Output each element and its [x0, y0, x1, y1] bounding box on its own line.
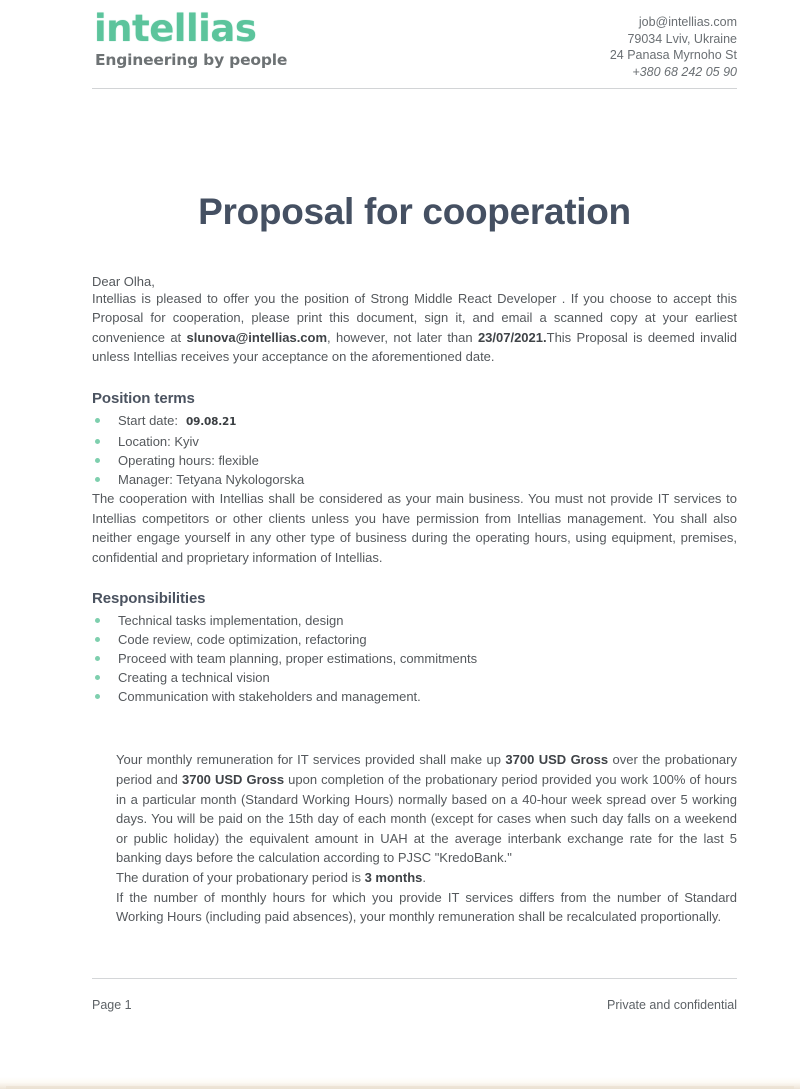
confidentiality-notice: Private and confidential — [607, 998, 737, 1012]
list-item — [92, 668, 737, 687]
document-footer — [92, 978, 737, 1012]
responsibilities-list — [92, 611, 737, 706]
remuneration-amount-probation: 3700 USD Gross — [505, 752, 609, 768]
logo-tagline: Engineering by people — [95, 51, 288, 69]
start-date-value: 09.08.21 — [185, 416, 237, 429]
bullet-dot-icon — [95, 694, 100, 699]
probation-duration-bold: 3 months — [364, 870, 423, 885]
probation-text-part2: . — [422, 870, 427, 885]
document-header — [92, 0, 737, 82]
bullet-dot-icon — [95, 618, 100, 623]
intellias-logo — [92, 8, 287, 69]
position-term-label: Start date: — [118, 413, 178, 429]
contact-email: job@intellias.com — [638, 15, 737, 29]
list-item — [92, 411, 737, 432]
company-contact-block — [610, 8, 737, 80]
position-term-label: Operating hours: flexible — [118, 453, 259, 469]
remuneration-text-part2: over the probationary period and — [116, 752, 737, 788]
position-terms-list — [92, 411, 737, 489]
list-item — [92, 687, 737, 706]
remuneration-amount-post-probation: 3700 USD Gross — [181, 772, 285, 788]
responsibility-text: Technical tasks implementation, design — [118, 613, 344, 629]
list-item — [92, 432, 737, 451]
section-heading-position-terms: Position terms — [92, 390, 195, 408]
intro-email-bold: slunova@intellias.com — [186, 329, 328, 345]
responsibility-text: Proceed with team planning, proper estimations, commitments — [118, 651, 478, 667]
footer-divider — [92, 978, 737, 979]
intro-deadline-bold: 23/07/2021. — [477, 329, 547, 345]
bullet-dot-icon — [95, 418, 100, 423]
page-title: Proposal for cooperation — [198, 191, 631, 232]
footer-row — [92, 998, 737, 1012]
remuneration-text-part1: Your monthly remuneration for IT services provided shall make up — [116, 752, 506, 768]
salutation: Dear Olha, — [92, 273, 155, 289]
bullet-dot-icon — [95, 477, 100, 482]
page-content — [92, 0, 737, 927]
responsibility-text: Code review, code optimization, refactoring — [118, 632, 367, 648]
responsibility-text: Communication with stakeholders and management. — [118, 689, 421, 705]
intro-text-part1: Intellias is pleased to offer you the position of Strong Middle React Developer . If you choose to accept this Proposal for cooperation, please print this document, sign it, and email a scanned copy at your earliest convenience at — [92, 290, 737, 345]
bullet-dot-icon — [95, 458, 100, 463]
contact-city: 79034 Lviv, Ukraine — [627, 31, 737, 46]
cooperation-paragraph: The cooperation with Intellias shall be considered as your main business. You must not provide IT services to Intellias competitors or other clients unless you have permission from Intellias management. You shall also neither engage yourself in any other type of business during the operating hours, using equipment, premises, confidential and proprietary information of Intellias. — [92, 491, 737, 565]
list-item — [92, 611, 737, 630]
intro-text-part3: This Proposal is deemed invalid unless Intellias receives your acceptance on the aforementioned date. — [92, 329, 737, 365]
intro-text-part2: , however, not later than — [327, 329, 478, 345]
page-bottom-edge — [0, 1077, 800, 1089]
section-heading-responsibilities: Responsibilities — [92, 590, 206, 608]
remuneration-text-part3: upon completion of the probationary period provided you work 100% of hours in a particular month (Standard Working Hours) normally based on a 40-hour week spread over 5 working days. You will be paid on the 15th day of each month (except for cases when such day falls on a weekend or public holiday) the equivalent amount in UAH at the average interbank exchange rate for the last 5 banking days before the calculation according to PJSC "KredoBank." — [116, 772, 737, 866]
header-divider — [92, 88, 737, 89]
bullet-dot-icon — [95, 439, 100, 444]
position-term-label: Manager: Tetyana Nykologorska — [118, 472, 305, 488]
contact-street: 24 Panasa Myrnoho St — [609, 48, 737, 62]
list-item — [92, 451, 737, 470]
list-item — [92, 470, 737, 489]
recalculation-paragraph: If the number of monthly hours for which you provide IT services differs from the number of Standard Working Hours (including paid absences), your monthly remuneration shall be recalculated proportionally. — [116, 889, 737, 925]
list-item — [92, 649, 737, 668]
probation-duration-paragraph — [116, 868, 737, 888]
bullet-dot-icon — [95, 675, 100, 680]
position-term-label: Location: Kyiv — [118, 434, 199, 450]
bullet-dot-icon — [95, 656, 100, 661]
remuneration-paragraph — [116, 750, 737, 868]
contact-phone: +380 68 242 05 90 — [632, 64, 737, 79]
probation-text-part1: The duration of your probationary period is — [116, 870, 365, 885]
responsibility-text: Creating a technical vision — [118, 670, 270, 686]
remuneration-block — [116, 750, 737, 926]
list-item — [92, 630, 737, 649]
logo-wordmark: intellias — [94, 7, 257, 50]
bullet-dot-icon — [95, 637, 100, 642]
page-number: Page 1 — [92, 998, 132, 1012]
intro-paragraph — [92, 289, 737, 367]
